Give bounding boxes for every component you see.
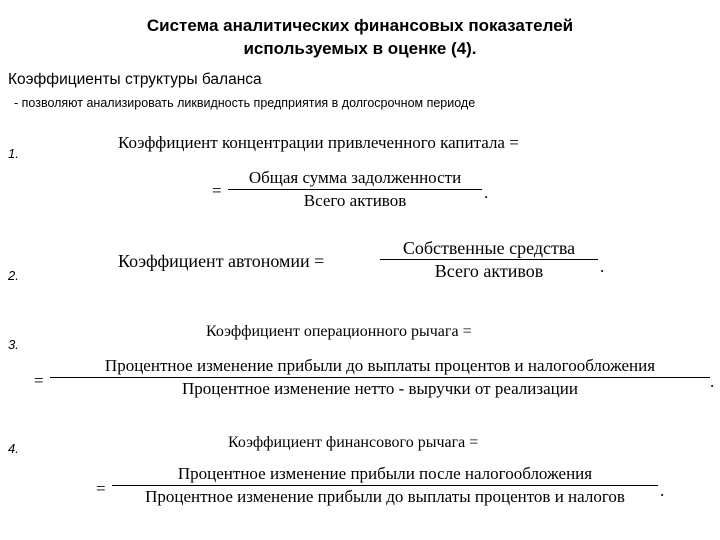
page-title: [0, 14, 720, 60]
formula-2-name: Коэффициент автономии =: [118, 251, 325, 271]
formula-2-period: .: [600, 257, 605, 276]
formula-4-equals: =: [96, 479, 106, 498]
section-subtitle: - позволяют анализировать ликвидность предприятия в долгосрочном периоде: [14, 96, 476, 110]
formula-4-name: Коэффициент финансового рычага =: [228, 434, 479, 451]
title-line-1: Система аналитических финансовых показателей: [146, 16, 574, 35]
formula-1-numerator: Общая сумма задолженности: [248, 168, 462, 187]
formula-3-denominator: Процентное изменение нетто - выручки от реализации: [182, 379, 578, 398]
formula-3-equals: =: [34, 371, 44, 390]
title-line-2: используемых в оценке (4).: [243, 39, 477, 58]
formula-2-denominator: Всего активов: [434, 261, 544, 281]
formula-2-numerator: Собственные средства: [402, 238, 576, 258]
formula-4-denominator: Процентное изменение прибыли до выплаты процентов и налогов: [145, 487, 625, 506]
formula-1-equals: =: [212, 181, 222, 200]
formula-1-fraction: [228, 167, 482, 212]
formula-4-fraction: [112, 463, 658, 508]
formula-4-period: .: [660, 481, 665, 500]
formula-1-denominator: Всего активов: [303, 191, 407, 210]
formula-3-number: 3.: [8, 337, 19, 352]
formula-1-name: Коэффициент концентрации привлеченного капитала =: [118, 133, 519, 152]
formula-4-number: 4.: [8, 441, 19, 456]
formula-4-numerator: Процентное изменение прибыли после налогообложения: [177, 464, 593, 483]
formula-3-numerator: Процентное изменение прибыли до выплаты процентов и налогообложения: [104, 356, 656, 375]
section-heading: Коэффициенты структуры баланса: [8, 71, 262, 88]
formula-2-number: 2.: [8, 268, 19, 283]
formula-3-period: .: [710, 372, 715, 391]
formula-2-fraction: [380, 237, 598, 282]
formula-1-period: .: [484, 183, 489, 202]
formula-3-name: Коэффициент операционного рычага =: [206, 323, 472, 340]
formula-3-fraction: [50, 355, 710, 400]
formula-1-number: 1.: [8, 146, 19, 161]
